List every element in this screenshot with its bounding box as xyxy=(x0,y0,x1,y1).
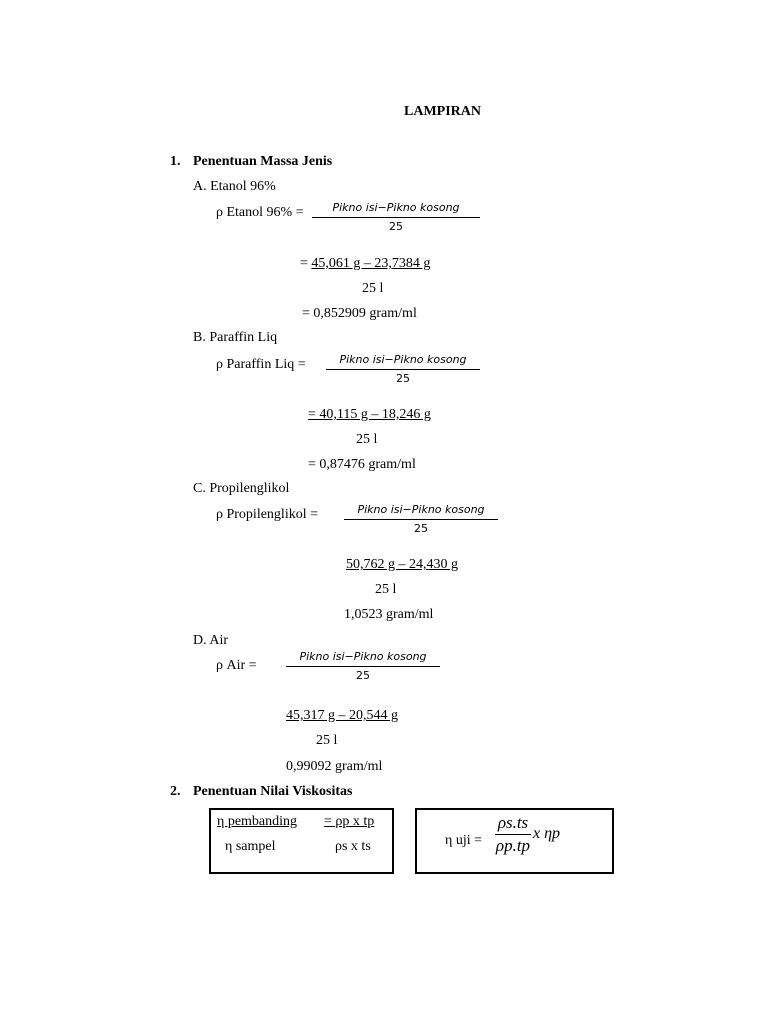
fraction-numerator: Pikno isi−Pikno kosong xyxy=(332,201,460,214)
rho-s-ts: ρs x ts xyxy=(335,839,371,854)
rho-p-tp xyxy=(324,814,374,830)
fraction-bar xyxy=(286,666,440,667)
item-b-result: = 0,87476 gram/ml xyxy=(308,457,416,472)
section-1-heading: Penentuan Massa Jenis xyxy=(193,154,333,169)
item-b-fraction xyxy=(326,353,480,386)
viscosity-numerator: ρs.ts xyxy=(497,813,529,832)
item-a-formula-label: ρ Etanol 96% = xyxy=(216,205,304,220)
calc-text: = 45,061 g – 23,7384 g xyxy=(300,256,431,271)
item-c-formula-label: ρ Propilenglikol = xyxy=(216,507,318,522)
item-a-divisor: 25 l xyxy=(362,281,384,296)
item-d-result: 0,99092 gram/ml xyxy=(286,759,383,774)
item-a-fraction xyxy=(312,201,480,234)
viscosity-ratio-box xyxy=(209,808,394,874)
fraction-numerator: Pikno isi−Pikno kosong xyxy=(299,650,427,663)
times-eta-p: x ηp xyxy=(533,825,561,842)
section-2-heading: Penentuan Nilai Viskositas xyxy=(193,784,353,799)
item-d-calc: 45,317 g – 20,544 g xyxy=(286,708,398,723)
eta-uji-label: η uji = xyxy=(445,833,482,848)
item-b-divisor: 25 l xyxy=(356,432,378,447)
fraction-bar xyxy=(326,369,480,370)
page-title: LAMPIRAN xyxy=(404,104,481,119)
item-d-formula-label: ρ Air = xyxy=(216,658,257,673)
item-b-formula-label: ρ Paraffin Liq = xyxy=(216,357,306,372)
rho-p-tp-text: = ρp x tp xyxy=(324,814,375,829)
fraction-denominator: 25 xyxy=(414,522,428,535)
item-a-result: = 0,852909 gram/ml xyxy=(302,306,417,321)
item-d-divisor: 25 l xyxy=(316,733,338,748)
viscosity-denominator: ρp.tp xyxy=(495,836,531,855)
item-d-label: D. Air xyxy=(193,633,228,648)
item-c-label: C. Propilenglikol xyxy=(193,481,290,496)
section-2-number: 2. xyxy=(170,784,181,799)
item-c-fraction xyxy=(344,503,498,536)
eta-pembanding-text: η pembanding xyxy=(217,814,298,829)
item-a-calc xyxy=(300,256,430,272)
item-c-divisor: 25 l xyxy=(375,582,397,597)
fraction-numerator: Pikno isi−Pikno kosong xyxy=(357,503,485,516)
item-b-calc xyxy=(308,407,431,423)
item-c-result: 1,0523 gram/ml xyxy=(344,607,434,622)
viscosity-fraction-bar xyxy=(495,834,531,835)
item-b-label: B. Paraffin Liq xyxy=(193,330,278,345)
fraction-denominator: 25 xyxy=(389,220,403,233)
calc-underlined: = 40,115 g – 18,246 g xyxy=(308,407,431,422)
item-d-fraction xyxy=(286,650,440,683)
fraction-denominator: 25 xyxy=(356,669,370,682)
eta-pembanding xyxy=(217,814,297,830)
viscosity-fraction xyxy=(495,814,531,855)
eta-sampel: η sampel xyxy=(225,839,276,854)
calc-underlined: 45,061 g – 23,7384 g xyxy=(311,256,431,271)
item-c-calc: 50,762 g – 24,430 g xyxy=(346,557,458,572)
fraction-numerator: Pikno isi−Pikno kosong xyxy=(339,353,467,366)
fraction-bar xyxy=(312,217,480,218)
item-a-label: A. Etanol 96% xyxy=(193,179,276,194)
fraction-bar xyxy=(344,519,498,520)
fraction-denominator: 25 xyxy=(396,372,410,385)
viscosity-test-box xyxy=(415,808,614,874)
section-1-number: 1. xyxy=(170,154,181,169)
